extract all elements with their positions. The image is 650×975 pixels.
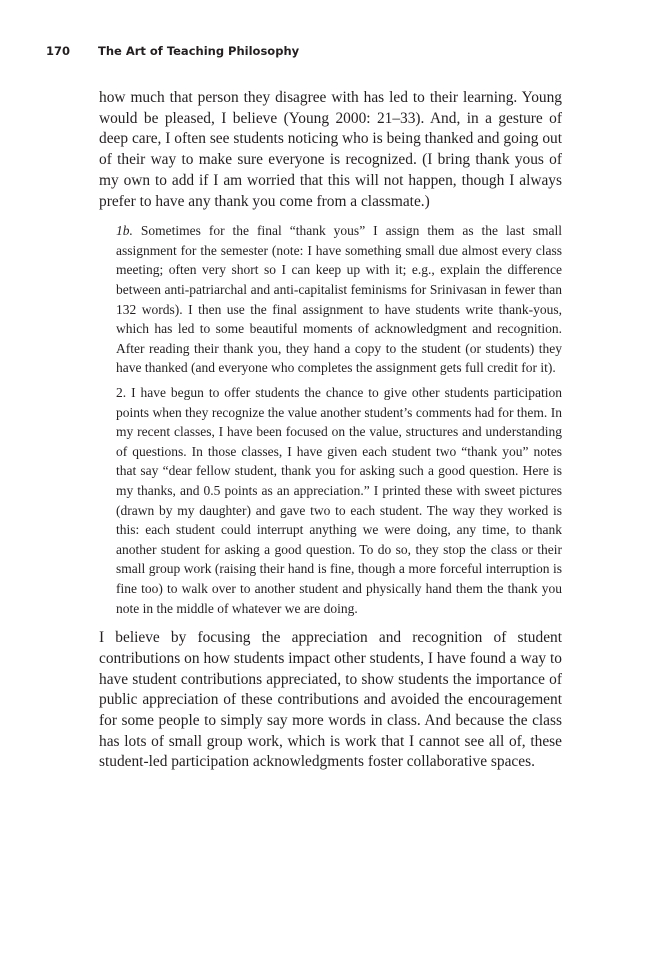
extract-item-2: 2. I have begun to offer students the chance to give other students participation points when they recognize the value another student’s comments had for them. In my recent classes, I have been focused on the value, structures and understanding of questions. In those classes, I have given each student two “thank you” notes that say “dear fellow student, thank you for asking such a good question. Here is my thanks, and 0.5 points as an appreciation.” I printed these with sweet pictures (drawn by my daughter) and gave two to each student. The way they worked is this: each student could interrupt anything we were doing, any time, to thank another student for asking a good question. To do so, they stop the class or their small group work (raising their hand is fine, though a more forceful interruption is fine too) to walk over to another student and physically hand them the thank you note in the middle of whatever we are doing. [116, 384, 562, 616]
body-paragraph-1: how much that person they disagree with has led to their learning. Young would be pleased, I believe (Young 2000: 21–33). And, in a gesture of deep care, I often see students noticing who is being thanked and going out of their way to make sure everyone is recognized. (I bring thank yous of my own to add if I am worried that this will not happen, though I always prefer to have any thank you come from a classmate.) [99, 89, 562, 210]
body-paragraph-2: I believe by focusing the appreciation and recognition of student contributions on how students impact other students, I have found a way to have student contributions appreciated, to show students the importance of public appreciation of these contributions and avoided the encouragement for some people to simply say more words in class. And because the class has lots of small group work, which is work that I cannot see all of, these student-led participation acknowledgments foster collaborative spaces. [99, 629, 562, 771]
page-number: 170 [46, 44, 71, 58]
page-body [99, 88, 562, 773]
extract-item-text: Sometimes for the final “thank yous” I assign them as the last small assignment for the semester (note: I have something small due almost every class meeting; often very short so I can keep up with it; e.g., explain the difference between anti-patriarchal and anti-capitalist feminisms for Srinivasan in fewer than 132 words). I then use the final assignment to have students write thank-yous, which has led to some beautiful moments of acknowledgment and recognition. After reading their thank you, they hand a copy to the student (or students) they have thanked (and everyone who completes the assignment gets full credit for it). [116, 223, 562, 376]
extract-item-number: 1b. [116, 223, 133, 239]
running-head [46, 44, 299, 58]
indented-extract [116, 221, 562, 618]
book-title: The Art of Teaching Philosophy [98, 44, 300, 58]
extract-item-1b [116, 221, 562, 378]
